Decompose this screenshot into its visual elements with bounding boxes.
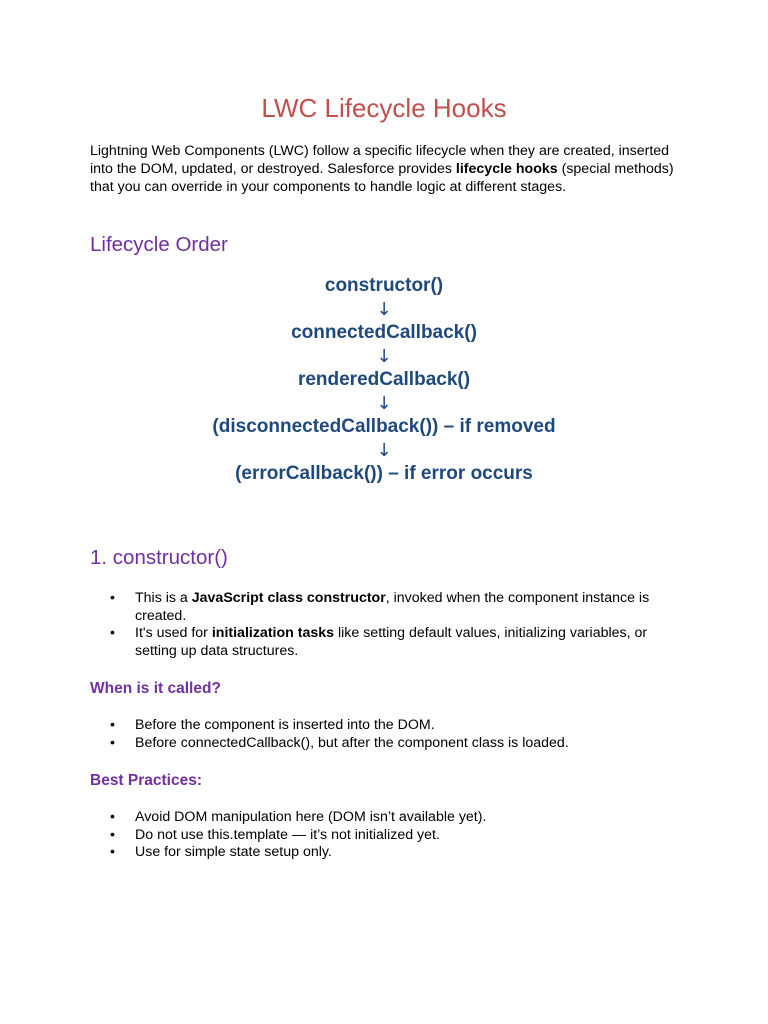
list-item: • Avoid DOM manipulation here (DOM isn’t available yet). [110, 809, 670, 827]
list-item-bold: initialization tasks [211, 625, 335, 641]
flow-step-rendered-callback: renderedCallback() [297, 369, 471, 390]
flow-step-disconnected-callback: (disconnectedCallback()) – if removed [212, 416, 556, 437]
list-item-text: This is a [135, 590, 192, 606]
intro-text-start: Lightning Web Components (LWC) follow a specific lifecycle when they are created, inserted into the DOM, updated, or destroyed. Salesforce provides [90, 143, 670, 177]
flow-step-connected-callback: connectedCallback() [291, 322, 477, 343]
lifecycle-order-heading: Lifecycle Order [90, 233, 228, 256]
list-item-bold: JavaScript class constructor [191, 590, 386, 606]
list-item: • Use for simple state setup only. [110, 844, 670, 862]
list-item-text: It's used for [135, 625, 212, 641]
page-title: LWC Lifecycle Hooks [261, 93, 507, 123]
when-called-bullet-list [110, 717, 670, 752]
intro-paragraph [90, 142, 680, 196]
constructor-bullet-list [110, 590, 670, 660]
down-arrow-icon: ↓ [376, 346, 392, 367]
list-item-text: , invoked when the component instance is created. [135, 590, 650, 624]
list-item [110, 625, 670, 660]
best-practices-heading: Best Practices: [90, 772, 203, 789]
best-practices-bullet-list [110, 809, 670, 862]
down-arrow-icon: ↓ [376, 440, 392, 461]
constructor-section-heading: 1. constructor() [90, 546, 228, 569]
flow-step-error-callback: (errorCallback()) – if error occurs [235, 463, 533, 484]
intro-text-bold: lifecycle hooks [455, 161, 558, 177]
down-arrow-icon: ↓ [376, 393, 392, 414]
lifecycle-flow [0, 274, 768, 486]
list-item: • Before connectedCallback(), but after the component class is loaded. [110, 735, 670, 753]
list-item: • Do not use this.template — it’s not initialized yet. [110, 827, 670, 845]
down-arrow-icon: ↓ [376, 299, 392, 320]
flow-step-constructor: constructor() [324, 275, 444, 296]
list-item [110, 590, 670, 625]
when-called-heading: When is it called? [90, 680, 221, 697]
list-item-text: like setting default values, initializing variables, or setting up data structures. [135, 625, 648, 659]
list-item: • Before the component is inserted into the DOM. [110, 717, 670, 735]
intro-text-end: (special methods) that you can override in your components to handle logic at different stages. [90, 161, 674, 195]
